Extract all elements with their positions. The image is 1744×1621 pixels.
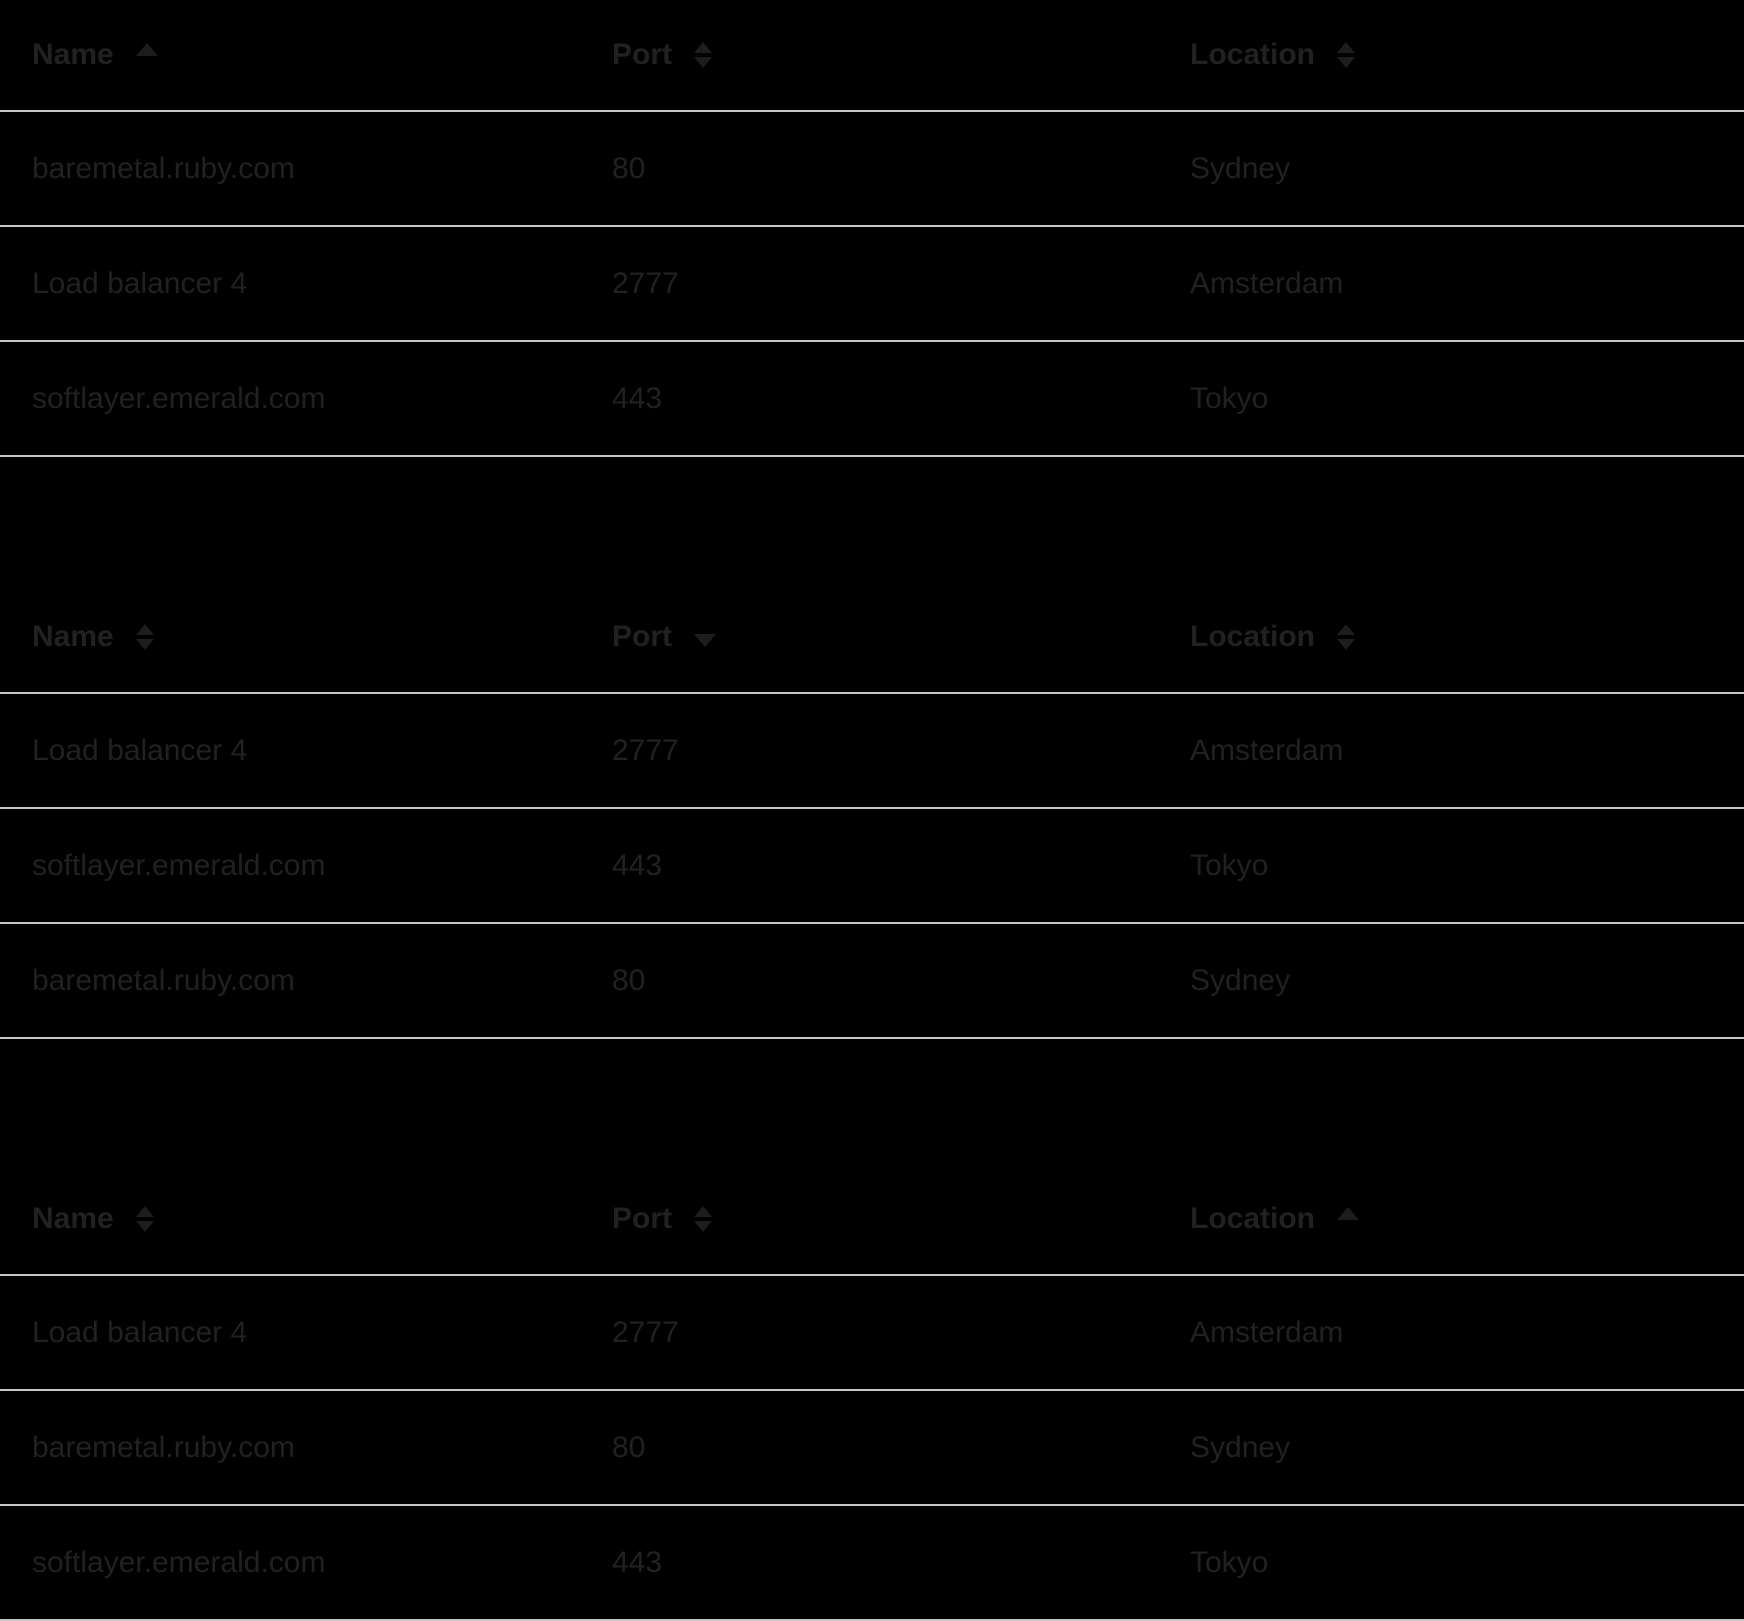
column-header-name[interactable]	[0, 582, 580, 692]
table-row	[0, 227, 1744, 342]
sort-both-icon	[1337, 42, 1355, 68]
server-table-sorted-by-port-descending	[0, 582, 1744, 1039]
table-header-row	[0, 1164, 1744, 1276]
cell-location: Tokyo	[1190, 848, 1269, 882]
table-row	[0, 924, 1744, 1039]
table-header-row	[0, 0, 1744, 112]
table-row	[0, 342, 1744, 457]
table-row	[0, 1276, 1744, 1391]
sort-descending-icon	[694, 634, 716, 647]
cell-location: Sydney	[1190, 963, 1291, 997]
cell-location: Amsterdam	[1190, 266, 1344, 300]
column-label: Port	[612, 38, 672, 71]
column-header-port[interactable]	[580, 1164, 1158, 1274]
column-header-port[interactable]	[580, 582, 1158, 692]
cell-name: Load balancer 4	[32, 266, 248, 300]
column-header-location[interactable]	[1158, 0, 1744, 110]
sort-ascending-icon	[1337, 1207, 1359, 1220]
server-table-sorted-by-location-ascending	[0, 1164, 1744, 1621]
cell-location: Amsterdam	[1190, 1315, 1344, 1349]
sort-both-icon	[1337, 624, 1355, 650]
cell-name: Load balancer 4	[32, 733, 248, 767]
column-header-location[interactable]	[1158, 582, 1744, 692]
cell-location: Sydney	[1190, 1430, 1291, 1464]
table-header-row	[0, 582, 1744, 694]
cell-name: baremetal.ruby.com	[32, 963, 295, 997]
cell-name: softlayer.emerald.com	[32, 381, 326, 415]
table-row	[0, 809, 1744, 924]
sort-both-icon	[136, 624, 154, 650]
column-label: Location	[1190, 620, 1315, 653]
column-header-location[interactable]	[1158, 1164, 1744, 1274]
sort-both-icon	[694, 1206, 712, 1232]
cell-name: softlayer.emerald.com	[32, 1545, 326, 1579]
cell-location: Amsterdam	[1190, 733, 1344, 767]
cell-port: 80	[612, 963, 646, 997]
table-body	[0, 1276, 1744, 1621]
column-header-port[interactable]	[580, 0, 1158, 110]
table-body	[0, 112, 1744, 457]
cell-port: 2777	[612, 733, 679, 767]
sort-both-icon	[136, 1206, 154, 1232]
column-label: Name	[32, 38, 114, 71]
column-header-name[interactable]	[0, 1164, 580, 1274]
table-row	[0, 1391, 1744, 1506]
column-label: Name	[32, 620, 114, 653]
cell-port: 80	[612, 1430, 646, 1464]
cell-port: 443	[612, 1545, 663, 1579]
cell-name: Load balancer 4	[32, 1315, 248, 1349]
cell-name: baremetal.ruby.com	[32, 151, 295, 185]
cell-port: 2777	[612, 1315, 679, 1349]
table-body	[0, 694, 1744, 1039]
column-label: Port	[612, 620, 672, 653]
cell-location: Tokyo	[1190, 1545, 1269, 1579]
table-row	[0, 694, 1744, 809]
sort-both-icon	[694, 42, 712, 68]
cell-name: softlayer.emerald.com	[32, 848, 326, 882]
cell-location: Tokyo	[1190, 381, 1269, 415]
table-row	[0, 112, 1744, 227]
sort-ascending-icon	[136, 43, 158, 56]
column-header-name[interactable]	[0, 0, 580, 110]
cell-port: 443	[612, 381, 663, 415]
server-table-sorted-by-name-ascending	[0, 0, 1744, 457]
cell-location: Sydney	[1190, 151, 1291, 185]
cell-port: 80	[612, 151, 646, 185]
cell-port: 2777	[612, 266, 679, 300]
column-label: Location	[1190, 1202, 1315, 1235]
cell-port: 443	[612, 848, 663, 882]
column-label: Name	[32, 1202, 114, 1235]
column-label: Location	[1190, 38, 1315, 71]
column-label: Port	[612, 1202, 672, 1235]
cell-name: baremetal.ruby.com	[32, 1430, 295, 1464]
table-row	[0, 1506, 1744, 1621]
